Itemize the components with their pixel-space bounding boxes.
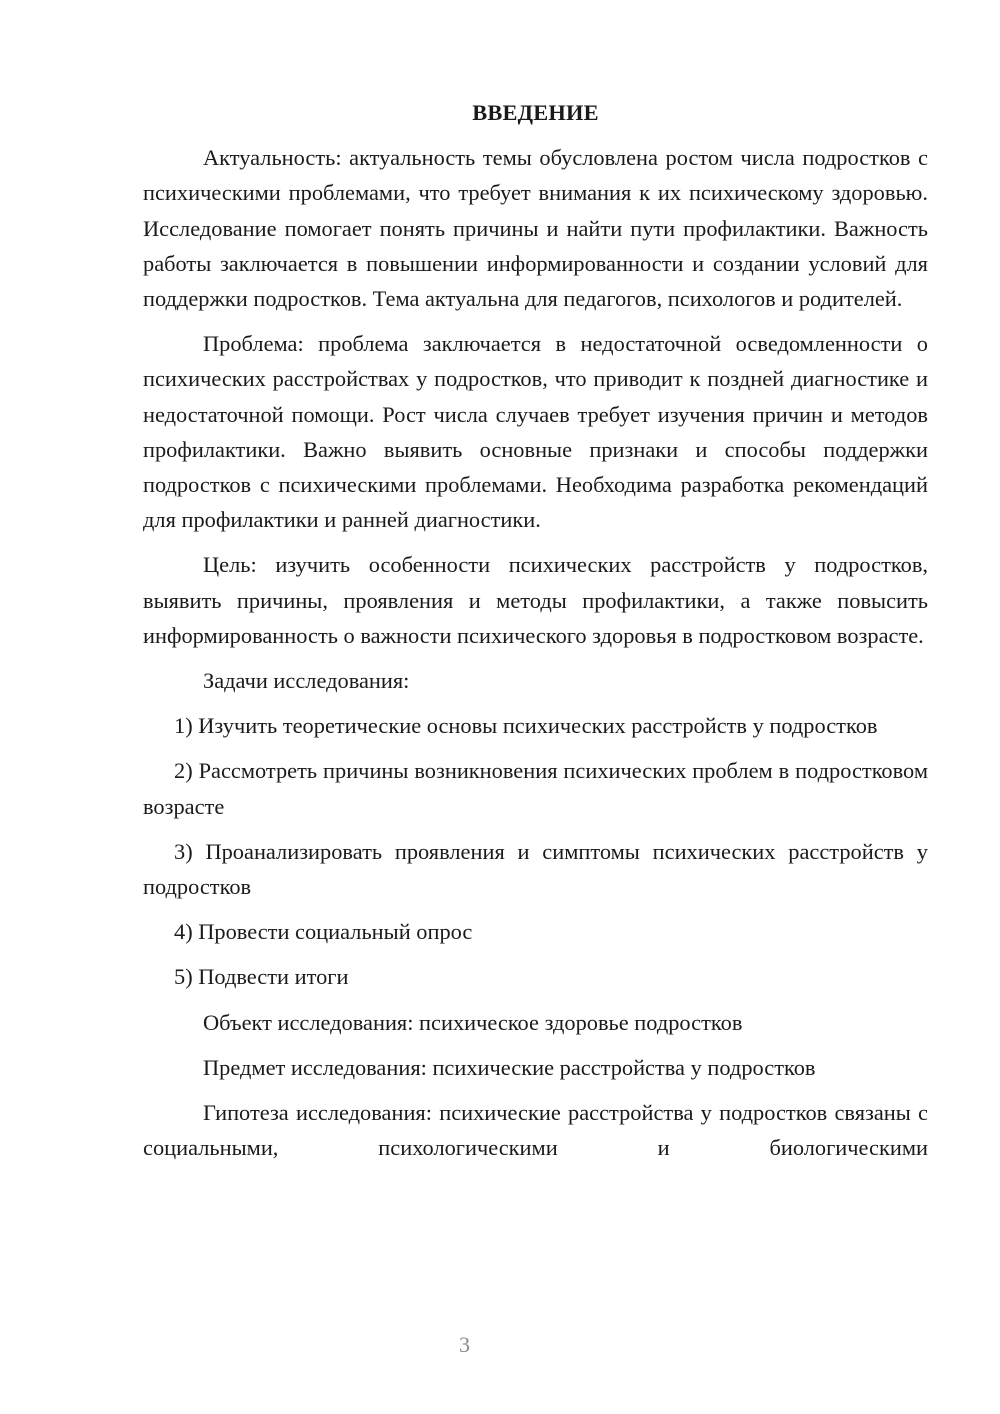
relevance-paragraph: Актуальность: актуальность темы обусловлена ростом числа подростков с психическими проблемами, что требует внимания к их психическому здоровью. Исследование помогает понять причины и найти пути профилактики. Важность работы заключается в повышении информированности и создании условий для поддержки подростков. Тема актуальна для педагогов, психологов и родителей.	[143, 145, 928, 312]
task-item: 3) Проанализировать проявления и симптомы психических расстройств у подростков	[143, 838, 928, 900]
task-item: 1) Изучить теоретические основы психических расстройств у подростков	[174, 713, 878, 739]
task-item: 4) Провести социальный опрос	[174, 919, 473, 945]
task-item: 5) Подвести итоги	[174, 964, 349, 990]
section-title: ВВЕДЕНИЕ	[472, 100, 599, 125]
goal-paragraph: Цель: изучить особенности психических расстройств у подростков, выявить причины, проявления и методы профилактики, а также повысить информированность о важности психического здоровья в подростковом возрасте.	[143, 552, 928, 648]
object-paragraph: Объект исследования: психическое здоровье подростков	[203, 1009, 743, 1035]
problem-paragraph: Проблема: проблема заключается в недостаточной осведомленности о психических расстройствах у подростков, что приводит к поздней диагностике и недостаточной помощи. Рост числа случаев требует изучения причин и методов профилактики. Важно выявить основные признаки и способы поддержки подростков с психическими проблемами. Необходима разработка рекомендаций для профилактики и ранней диагностики.	[143, 331, 928, 533]
tasks-heading: Задачи исследования:	[203, 668, 410, 694]
page-number: 3	[459, 1332, 470, 1357]
subject-paragraph: Предмет исследования: психические расстройства у подростков	[203, 1054, 816, 1080]
hypothesis-paragraph: Гипотеза исследования: психические расстройства у подростков связаны с социальными, психологическими и биологическими	[143, 1100, 928, 1161]
task-item: 2) Рассмотреть причины возникновения психических проблем в подростковом возрасте	[143, 758, 928, 819]
page-content	[143, 95, 928, 1175]
